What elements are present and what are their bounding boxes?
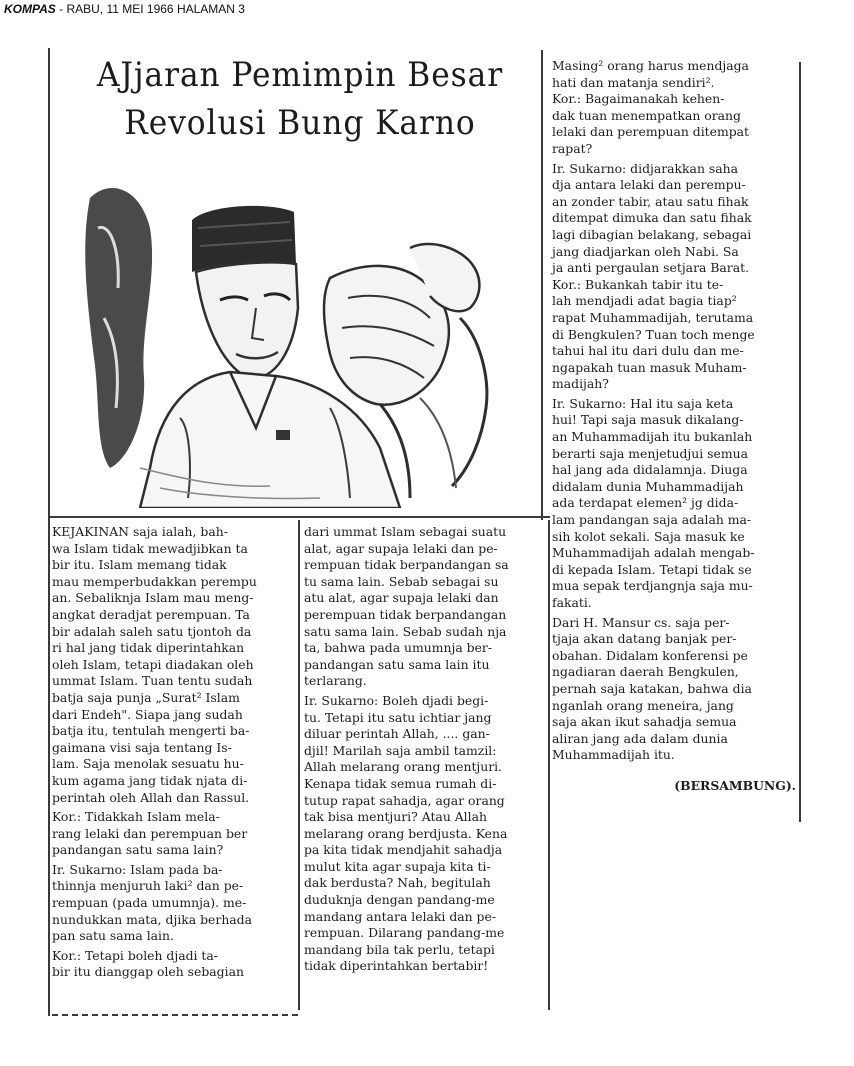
text-line: Ir. Sukarno: Hal itu saja keta <box>552 395 734 411</box>
text-line: di Bengkulen? Tuan toch menge <box>552 326 755 342</box>
text-line: oleh Islam, tetapi diadakan oleh <box>52 656 254 672</box>
text-line: jang diadjarkan oleh Nabi. Sa <box>552 243 739 259</box>
text-line: dari ummat Islam sebagai suatu <box>304 524 507 539</box>
text-line: melarang orang berdjusta. Kena <box>304 825 508 841</box>
text-line: nganlah orang meneira, jang <box>552 697 734 713</box>
text-line: bir itu dianggap oleh sebagian <box>52 964 244 980</box>
text-line: hal jang ada didalamnja. Diuga <box>552 462 748 478</box>
text-line: ngapakah tuan masuk Muham- <box>552 359 747 375</box>
text-line: tu. Tetapi itu satu ichtiar jang <box>304 709 492 725</box>
text-line: berarti saja menjetudjui semua <box>552 445 748 461</box>
text-line: ummat Islam. Tuan tentu sudah <box>52 673 253 689</box>
text-line: Kenapa tidak semua rumah di- <box>304 775 497 791</box>
left-border <box>48 48 50 1016</box>
text-line: rapat? <box>552 140 593 156</box>
text-line: dak berdusta? Nah, begitulah <box>304 875 491 891</box>
text-line: pan satu sama lain. <box>52 928 174 944</box>
text-line: ada terdapat elemen² jg dida- <box>552 495 739 511</box>
text-line: tak bisa mentjuri? Atau Allah <box>304 809 487 825</box>
text-line: Ir. Sukarno: Boleh djadi begi- <box>304 692 489 708</box>
text-line: lam pandangan saja adalah ma- <box>552 512 752 528</box>
text-line: saja akan ikut sahadja semua <box>552 714 737 730</box>
text-line: Dari H. Mansur cs. saja per- <box>552 614 730 630</box>
text-line: obahan. Didalam konferensi pe <box>552 647 748 663</box>
text-line: pandangan satu sama lain itu <box>304 656 490 672</box>
text-line: alat, agar supaja lelaki dan pe- <box>304 540 498 556</box>
text-line: ri hal jang tidak diperintahkan <box>52 640 245 656</box>
text-line: dja antara lelaki dan perempu- <box>552 177 746 193</box>
date-page: - RABU, 11 MEI 1966 HALAMAN 3 <box>55 2 245 16</box>
text-line: rempuan (pada umumnja). me- <box>52 895 247 911</box>
text-line: gaimana visi saja tentang Is- <box>52 739 232 755</box>
text-line: Masing² orang harus mendjaga <box>552 58 749 73</box>
text-line: ditempat dimuka dan satu fihak <box>552 210 752 226</box>
text-line: diluar perintah Allah, .... gan- <box>304 726 490 742</box>
text-line: Allah melarang orang mentjuri. <box>304 759 503 775</box>
text-line: Kor.: Bagaimanakah kehen- <box>552 91 725 107</box>
text-line: bir itu. Islam memang tidak <box>52 557 227 573</box>
text-line: mandang antara lelaki dan pe- <box>304 908 497 924</box>
publication-name: KOMPAS <box>4 2 56 16</box>
text-line: Ir. Sukarno: Islam pada ba- <box>52 861 223 877</box>
text-line: an zonder tabir, atau satu fihak <box>552 193 749 209</box>
text-line: Ir. Sukarno: didjarakkan saha <box>552 160 738 176</box>
text-line: lelaki dan perempuan ditempat <box>552 124 750 140</box>
bung-karno-photo <box>80 168 530 508</box>
text-line: bir adalah saleh satu tjontoh da <box>52 623 252 639</box>
text-line: didalam dunia Muhammadijah <box>552 478 744 494</box>
text-line: pa kita tidak mendjahit sahadja <box>304 842 503 858</box>
text-line: tjaja akan datang banjak per- <box>552 631 737 647</box>
title-column-divider <box>541 50 543 520</box>
text-line: lagi dibagian belakang, sebagai <box>552 226 752 242</box>
text-line: Kor.: Bukankah tabir itu te- <box>552 276 724 292</box>
text-line: an. Sebaliknja Islam mau meng- <box>52 590 254 606</box>
text-line: pandangan satu sama lain? <box>52 842 224 858</box>
column-divider-2 <box>548 520 550 1010</box>
text-line: Kor.: Tetapi boleh djadi ta- <box>52 947 218 963</box>
text-line: Kor.: Tidakkah Islam mela- <box>52 809 220 825</box>
text-line: rang lelaki dan perempuan ber <box>52 825 248 841</box>
text-line: ja anti pergaulan setjara Barat. <box>552 260 750 276</box>
text-line: an Muhammadijah itu bukanlah <box>552 429 753 445</box>
text-line: rempuan. Dilarang pandang-me <box>304 925 505 941</box>
text-line: tidak diperintahkan bertabir! <box>304 958 489 974</box>
text-line: atu alat, agar supaja lelaki dan <box>304 590 499 606</box>
text-line: angkat deradjat perempuan. Ta <box>52 606 250 622</box>
text-line: lam. Saja menolak sesuatu hu- <box>52 756 244 772</box>
text-line: perintah oleh Allah dan Rassul. <box>52 789 250 805</box>
column-3 <box>552 58 796 795</box>
text-line: duduknja dengan pandang-me <box>304 892 495 908</box>
text-line: hui! Tapi saja masuk dikalang- <box>552 412 744 428</box>
text-line: pernah saja katakan, bahwa dia <box>552 680 752 696</box>
text-line: mulut kita agar supaja kita ti- <box>304 858 491 874</box>
text-line: wa Islam tidak mewadjibkan ta <box>52 540 248 556</box>
text-line: tahui hal itu dari dulu dan me- <box>552 343 744 359</box>
right-border <box>799 62 801 822</box>
text-line: nundukkan mata, djika berhada <box>52 911 252 927</box>
column-divider-1 <box>298 520 300 1010</box>
text-line: tutup rapat sahadja, agar orang <box>304 792 505 808</box>
text-line: Muhammadijah adalah mengab- <box>552 545 755 561</box>
text-line: mua sepak terdjangnja saja mu- <box>552 578 753 594</box>
text-line: rempuan tidak berpandangan sa <box>304 557 509 573</box>
text-line: batja saja punja „Surat² Islam <box>52 689 240 705</box>
photo-bottom-rule <box>48 516 550 518</box>
text-line: mau memperbudakkan perempu <box>52 573 257 589</box>
text-line: rapat Muhammadijah, terutama <box>552 309 754 325</box>
text-line: djil! Marilah saja ambil tamzil: <box>304 742 497 758</box>
text-line: tu sama lain. Sebab sebagai su <box>304 573 499 589</box>
text-line: madijah? <box>552 376 609 392</box>
text-line: Muhammadijah itu. <box>552 747 675 763</box>
text-line: KEJAKINAN saja ialah, bah- <box>52 524 228 539</box>
bottom-dashed-rule <box>52 1014 298 1016</box>
column-1 <box>52 524 296 981</box>
text-line: lah mendjadi adat bagia tiap² <box>552 293 737 309</box>
text-line: satu sama lain. Sebab sudah nja <box>304 623 507 639</box>
text-line: fakati. <box>552 595 592 610</box>
text-line: perempuan tidak berpandangan <box>304 606 507 622</box>
text-line: dak tuan menempatkan orang <box>552 107 741 123</box>
text-line: thinnja menjuruh laki² dan pe- <box>52 878 244 894</box>
text-line: ta, bahwa pada umumnja ber- <box>304 640 493 656</box>
text-line: terlarang. <box>304 673 367 689</box>
text-line: kum agama jang tidak njata di- <box>52 772 248 788</box>
article-title-line-1: AJjaran Pemimpin Besar <box>96 55 504 95</box>
text-line: aliran jang ada dalam dunia <box>552 730 728 746</box>
text-line: sih kolot sekali. Saja masuk ke <box>552 528 745 544</box>
continued-label: (BERSAMBUNG). <box>674 777 796 793</box>
text-line: batja itu, tentulah mengerti ba- <box>52 723 250 739</box>
text-line: di kepada Islam. Tetapi tidak se <box>552 561 752 577</box>
text-line: hati dan matanja sendiri². <box>552 74 715 90</box>
article-title-line-2: Revolusi Bung Karno <box>124 103 476 143</box>
text-line: ngadiaran daerah Bengkulen, <box>552 664 739 680</box>
text-line: mandang bila tak perlu, tetapi <box>304 941 495 957</box>
text-line: dari Endeh". Siapa jang sudah <box>52 706 243 722</box>
column-2 <box>304 524 546 975</box>
